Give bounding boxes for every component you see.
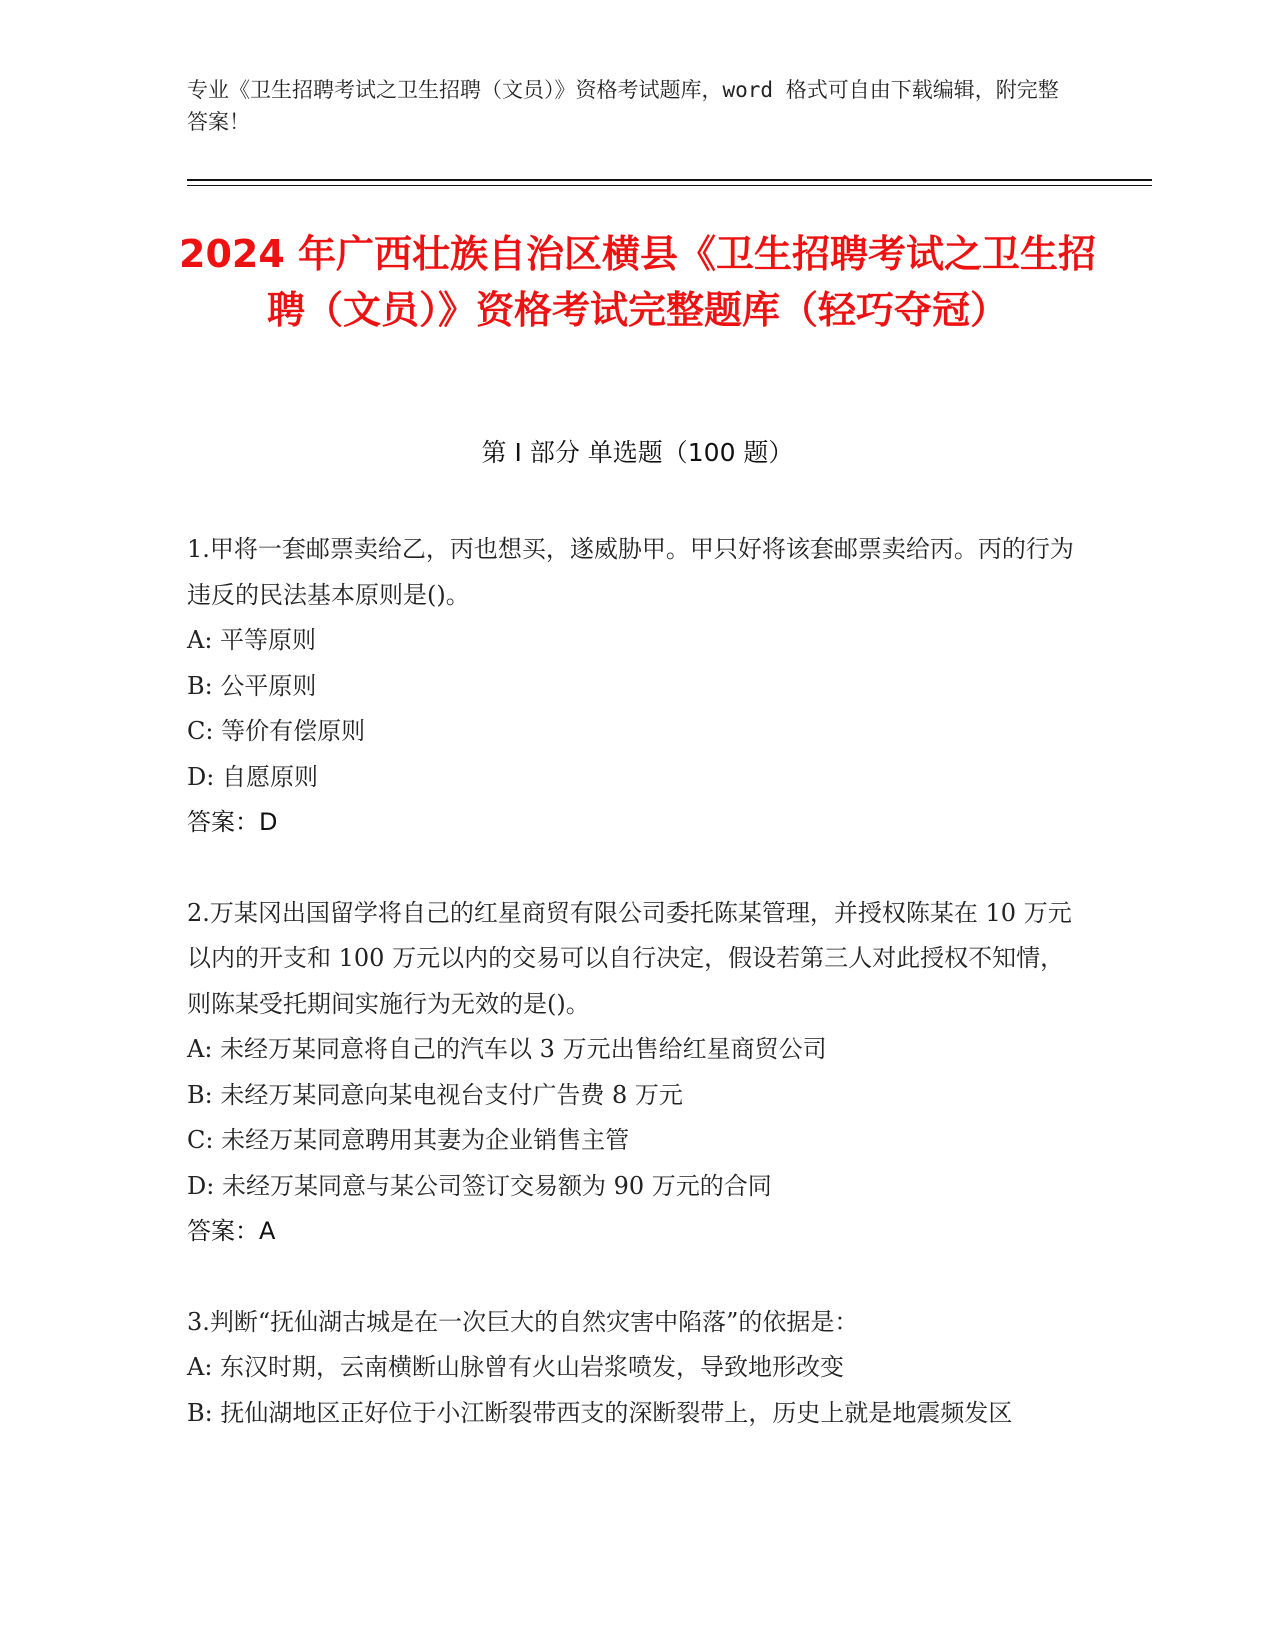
section-title: 第 I 部分 单选题（100 题） xyxy=(481,438,794,467)
header-rule-thick xyxy=(187,179,1152,181)
question-stem: 3.判断“抚仙湖古城是在一次巨大的自然灾害中陷落”的依据是： xyxy=(187,1307,859,1336)
option-a: A: 东汉时期，云南横断山脉曾有火山岩浆喷发，导致地形改变 xyxy=(187,1353,845,1381)
option-b: B: 公平原则 xyxy=(187,671,317,700)
option-a: A: 平等原则 xyxy=(187,626,317,654)
document-title: 2024 年广西壮族自治区横县《卫生招聘考试之卫生招聘（文员）》资格考试完整题库（轻巧夺冠） xyxy=(179,232,1096,332)
question-1 xyxy=(187,527,1077,846)
question-3 xyxy=(187,1300,1077,1437)
option-c: C: 未经万某同意聘用其妻为企业销售主管 xyxy=(187,1126,630,1154)
option-b: B: 抚仙湖地区正好位于小江断裂带西支的深断裂带上，历史上就是地震频发区 xyxy=(187,1398,1013,1427)
question-stem: 1.甲将一套邮票卖给乙，丙也想买，遂威胁甲。甲只好将该套邮票卖给丙。丙的行为违反的民法基本原则是()。 xyxy=(187,535,1074,609)
answer-line: 答案：D xyxy=(187,808,278,836)
question-2 xyxy=(187,891,1077,1255)
option-d: D: 自愿原则 xyxy=(187,762,318,791)
header-rule-thin xyxy=(187,185,1152,186)
option-a: A: 未经万某同意将自己的汽车以 3 万元出售给红星商贸公司 xyxy=(187,1035,827,1063)
option-d: D: 未经万某同意与某公司签订交易额为 90 万元的合同 xyxy=(187,1171,772,1200)
header-note: 专业《卫生招聘考试之卫生招聘（文员）》资格考试题库，word 格式可自由下载编辑，附完整答案！ xyxy=(187,78,1059,134)
question-stem: 2.万某冈出国留学将自己的红星商贸有限公司委托陈某管理，并授权陈某在 10 万元以内的开支和 100 万元以内的交易可以自行决定，假设若第三人对此授权不知情，则陈某受托期间实施行为无效的是()。 xyxy=(187,898,1072,1018)
option-b: B: 未经万某同意向某电视台支付广告费 8 万元 xyxy=(187,1080,683,1109)
question-list xyxy=(187,527,1077,1481)
answer-line: 答案：A xyxy=(187,1217,276,1245)
option-c: C: 等价有偿原则 xyxy=(187,717,366,745)
